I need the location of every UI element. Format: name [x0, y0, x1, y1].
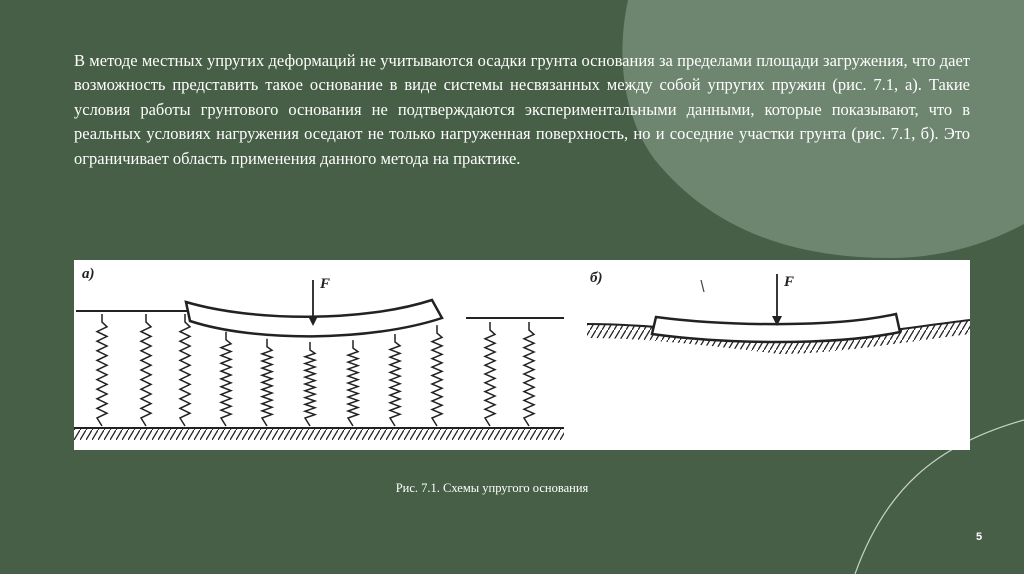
panel-b [587, 270, 970, 354]
spring [221, 332, 231, 426]
spring [348, 340, 358, 426]
tick-mark [701, 280, 704, 292]
figure-drawing [74, 260, 970, 450]
spring [432, 325, 442, 426]
body-paragraph: В методе местных упругих деформаций не учитываются осадки грунта основания за пределами площади загружения, что дает возможность представить такое основание в виде системы несвязанных между собой упругих пружин (рис. 7.1, а). Такие условия работы грунтового основания не подтверждаются экспериментальными данными, которые показывают, что в реальных условиях нагружения оседают не только нагруженная поверхность, но и соседние участки грунта (рис. 7.1, б). Это ограничивает область применения данного метода на практике. [74, 51, 970, 168]
page-number: 5 [976, 531, 983, 543]
panel-b-label: б) [590, 270, 603, 286]
spring [485, 322, 495, 426]
panel-a-label: а) [82, 266, 95, 282]
spring [97, 314, 107, 426]
figure-caption: Рис. 7.1. Схемы упругого основания [395, 481, 589, 495]
force-label-b: F [784, 274, 795, 290]
ground-base-a [74, 428, 564, 440]
spring [141, 314, 151, 426]
figure-elastic-foundation [74, 260, 970, 450]
spring [180, 314, 190, 426]
force-arrow-b [772, 274, 782, 326]
panel-a [74, 266, 564, 440]
force-label-a: F [320, 276, 331, 292]
spring [305, 342, 315, 426]
spring [524, 322, 534, 426]
spring [262, 339, 272, 426]
spring [390, 334, 400, 426]
